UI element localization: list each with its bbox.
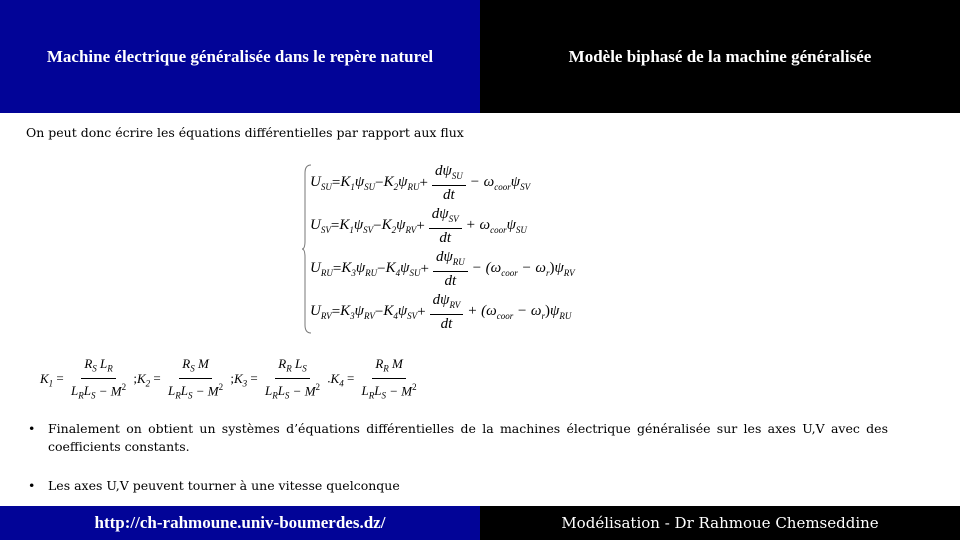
coef-term-sub: 4 — [393, 311, 398, 321]
coef-name-sub: 1 — [48, 378, 54, 389]
derivative-denominator — [439, 229, 451, 247]
lhs-term — [310, 303, 332, 321]
den-b — [180, 382, 193, 401]
flux-term-sub: SU — [515, 225, 527, 235]
flux-term-sub: RU — [452, 257, 465, 267]
coef-numerator — [81, 355, 115, 379]
flux-term-base: ψ — [506, 217, 516, 233]
rotation-operator: − ω — [469, 174, 495, 190]
footer-url-link[interactable]: http://ch-rahmoune.univ-boumerdes.dz/ — [94, 513, 386, 532]
den-b-base: L — [83, 382, 91, 398]
coef-name-base: K — [233, 370, 243, 386]
equals-sign: = — [332, 260, 342, 277]
rotation-sub: coor — [501, 268, 518, 278]
den-tail: − M — [386, 382, 413, 398]
coef-term — [382, 217, 397, 235]
derivative-numerator — [432, 162, 466, 186]
square-exponent: 2 — [121, 381, 127, 392]
derivative-fraction — [429, 205, 462, 247]
lhs-term-sub: RU — [320, 268, 333, 278]
equation-row — [310, 163, 530, 203]
coef-denominator — [265, 379, 320, 405]
num-a — [84, 356, 97, 374]
coef-name-base: K — [40, 370, 49, 386]
coef-numerator — [275, 355, 309, 379]
plus-sign: + — [420, 260, 429, 277]
den-a-sub: R — [272, 390, 278, 401]
flux-term-sub: RV — [449, 300, 461, 310]
coef-name-sub: 4 — [339, 378, 344, 389]
coef-name — [136, 370, 151, 389]
equals-sign: = — [330, 217, 340, 234]
coef-term-sub: 3 — [350, 311, 355, 321]
rotor-speed: − ω — [513, 303, 542, 319]
coef-separator: ; — [227, 370, 234, 386]
flux-term-base: ψ — [397, 303, 408, 319]
flux-term-sub: SU — [409, 268, 421, 278]
coef-term-sub: 1 — [349, 225, 354, 235]
num-b — [389, 356, 403, 371]
rotation-operator: + (ω — [467, 303, 497, 319]
num-b-base: M — [388, 356, 403, 371]
den-b — [277, 382, 290, 401]
coef-term-base: K — [340, 174, 351, 190]
flux-term-sub: RU — [559, 311, 572, 321]
dt-symbol: dt — [440, 316, 453, 332]
flux-term-base: ψ — [353, 217, 364, 233]
den-tail: − M — [95, 382, 122, 398]
equals-sign: = — [343, 370, 358, 386]
coef-term-sub: 2 — [393, 182, 399, 192]
num-a-sub: S — [190, 363, 195, 374]
flux-term-base: ψ — [439, 206, 449, 222]
num-a-sub: R — [286, 363, 292, 374]
rotation-term — [472, 260, 575, 278]
den-b — [374, 382, 387, 401]
derivative-numerator — [430, 291, 464, 315]
dt-symbol: dt — [443, 187, 455, 203]
rotation-operator: − (ω — [471, 260, 502, 276]
flux-term — [355, 174, 375, 192]
flux-term-sub: SV — [520, 182, 531, 192]
flux-term-sub: SU — [364, 182, 376, 192]
coef-denominator — [168, 379, 223, 405]
flux-term-base: ψ — [396, 217, 406, 233]
minus-sign: − — [377, 260, 386, 277]
lhs-term-sub: SU — [320, 182, 332, 192]
coef-term — [384, 174, 399, 192]
den-a — [167, 382, 181, 401]
coefficient-1 — [40, 355, 137, 405]
den-a-base: L — [361, 382, 369, 398]
coef-term — [339, 217, 354, 235]
close-paren: ) — [545, 303, 550, 319]
minus-sign: − — [373, 217, 382, 234]
flux-term — [507, 217, 527, 233]
flux-term — [511, 174, 530, 190]
flux-term-sub: SU — [451, 171, 463, 181]
lhs-term-sub: RV — [320, 311, 332, 321]
flux-term — [440, 292, 460, 308]
den-b-sub: S — [381, 390, 387, 401]
flux-term-sub: RV — [563, 268, 575, 278]
den-a-sub: R — [368, 390, 375, 401]
equals-sign: = — [150, 370, 164, 386]
derivative-fraction — [432, 162, 466, 204]
den-a-base: L — [71, 382, 79, 398]
rotation-term — [466, 217, 527, 235]
header-right-banner — [480, 0, 960, 113]
rotation-sub: coor — [496, 311, 514, 321]
derivative-denominator — [441, 315, 453, 333]
flux-term-sub: SV — [448, 214, 459, 224]
flux-term-base: ψ — [440, 292, 450, 308]
footer-left-banner — [0, 506, 480, 540]
rotor-speed-sub: r — [541, 311, 545, 321]
num-a-base: R — [84, 356, 93, 371]
den-b-sub: S — [284, 390, 290, 401]
coef-term-base: K — [383, 303, 394, 319]
bullet-dot: • — [28, 421, 36, 436]
den-tail: − M — [192, 382, 219, 398]
den-a-sub: R — [78, 390, 84, 401]
rotation-operator: + ω — [465, 217, 491, 233]
den-b-base: L — [180, 382, 188, 398]
derivative-fraction — [433, 248, 468, 290]
coefficient-definitions — [40, 355, 421, 405]
header-right-title: Modèle biphasé de la machine généralisée — [568, 46, 872, 66]
den-tail: − M — [289, 382, 316, 398]
flux-term-base: ψ — [442, 163, 452, 179]
lhs-term — [310, 260, 333, 278]
num-b-sub: S — [302, 363, 307, 374]
square-exponent: 2 — [315, 381, 321, 392]
coef-term-base: K — [339, 217, 350, 233]
den-a — [361, 382, 375, 401]
equation-system — [302, 163, 662, 335]
coefficient-2 — [137, 355, 234, 405]
coef-term-sub: 1 — [350, 182, 355, 192]
flux-term-sub: RU — [365, 268, 378, 278]
flux-term-sub: RU — [407, 182, 420, 192]
coef-name — [40, 370, 54, 389]
flux-term — [356, 260, 377, 278]
flux-term — [355, 303, 375, 321]
bullet-text: Finalement on obtient un systèmes d’équations différentielles de la machines électrique généralisée sur les axes U,V avec des coefficients constants. — [48, 421, 888, 454]
minus-sign: − — [374, 303, 384, 320]
den-b-sub: S — [187, 390, 193, 401]
num-b — [291, 356, 307, 374]
den-a-base: L — [167, 382, 176, 398]
flux-term-sub: SV — [407, 311, 418, 321]
coef-term-sub: 2 — [391, 225, 397, 235]
lhs-term-base: U — [310, 217, 321, 233]
equation-row — [310, 249, 575, 289]
flux-term-base: ψ — [354, 174, 365, 190]
flux-term — [398, 174, 419, 192]
den-a — [264, 382, 278, 401]
intro-text: On peut donc écrire les équations différentielles par rapport aux flux — [26, 125, 464, 140]
num-a-base: R — [182, 356, 191, 371]
derivative-numerator — [429, 205, 462, 229]
den-a-sub: R — [175, 390, 181, 401]
flux-term-base: ψ — [398, 174, 408, 190]
d-symbol: d — [435, 249, 444, 265]
close-paren: ) — [549, 260, 555, 276]
flux-term-base: ψ — [510, 174, 521, 190]
coef-term — [383, 303, 398, 321]
derivative-fraction — [430, 291, 464, 333]
num-b — [96, 356, 113, 374]
coef-term-sub: 4 — [395, 268, 401, 278]
lhs-term-base: U — [310, 174, 321, 190]
equals-sign: = — [53, 370, 68, 386]
plus-sign: + — [419, 174, 428, 191]
den-b-base: L — [374, 382, 382, 398]
coef-term-sub: 3 — [351, 268, 356, 278]
coef-denominator — [71, 379, 126, 405]
den-b-sub: S — [90, 390, 96, 401]
coef-fraction — [362, 355, 417, 405]
flux-term — [443, 249, 464, 265]
coef-term-base: K — [340, 303, 351, 319]
minus-sign: − — [375, 174, 384, 191]
coef-numerator — [372, 355, 406, 379]
lhs-term — [310, 217, 331, 235]
flux-term — [396, 217, 416, 235]
equals-sign: = — [331, 303, 341, 320]
plus-sign: + — [417, 303, 426, 320]
num-a-base: R — [278, 356, 287, 371]
derivative-denominator — [445, 272, 457, 290]
num-a-base: R — [375, 356, 384, 371]
coef-term — [386, 260, 401, 278]
num-b-sub: R — [107, 363, 113, 374]
flux-term — [398, 303, 417, 321]
num-a — [278, 356, 292, 374]
derivative-numerator — [433, 248, 468, 272]
coef-fraction — [265, 355, 320, 405]
flux-term-sub: SV — [363, 225, 374, 235]
bullet-text: Les axes U,V peuvent tourner à une vitesse quelconque — [48, 478, 400, 493]
coef-term-base: K — [385, 260, 396, 276]
num-b-base: L — [96, 356, 108, 371]
lhs-term-sub: SV — [320, 225, 331, 235]
flux-term-base: ψ — [400, 260, 410, 276]
coef-numerator — [179, 355, 212, 379]
d-symbol: d — [432, 292, 441, 308]
coef-name-sub: 2 — [145, 378, 151, 389]
d-symbol: d — [434, 163, 443, 179]
rotor-speed-sub: r — [545, 268, 550, 278]
rotor-speed: − ω — [517, 260, 546, 276]
flux-term — [400, 260, 420, 278]
coef-name-sub: 3 — [242, 378, 248, 389]
coef-name-base: K — [136, 370, 146, 386]
equation-row — [310, 206, 527, 246]
flux-term-base: ψ — [355, 260, 366, 276]
coefficient-3 — [234, 355, 331, 405]
lhs-term — [310, 174, 332, 192]
den-b — [83, 382, 96, 401]
flux-term-base: ψ — [550, 303, 560, 319]
flux-term-base: ψ — [554, 260, 564, 276]
flux-term — [354, 217, 373, 235]
coef-name — [330, 370, 344, 389]
dt-symbol: dt — [439, 230, 452, 246]
coef-fraction — [168, 355, 223, 405]
derivative-denominator — [443, 186, 455, 204]
rotation-sub: coor — [490, 225, 507, 235]
num-a-sub: R — [383, 363, 389, 374]
coef-name-base: K — [330, 370, 340, 386]
flux-term — [439, 206, 458, 222]
den-a — [71, 382, 84, 401]
num-a — [182, 356, 195, 374]
header-left-title: Machine électrique généralisée dans le repère naturel — [46, 46, 434, 66]
flux-term — [554, 260, 574, 276]
coef-separator: . — [324, 370, 331, 386]
flux-term-base: ψ — [443, 249, 453, 265]
flux-term-sub: RV — [405, 225, 417, 235]
coef-name — [233, 370, 248, 389]
coef-term-base: K — [341, 260, 352, 276]
dt-symbol: dt — [444, 273, 457, 289]
rotation-sub: coor — [494, 182, 511, 192]
square-exponent: 2 — [412, 381, 417, 392]
flux-term-sub: RV — [364, 311, 375, 321]
plus-sign: + — [416, 217, 425, 234]
coef-denominator — [362, 379, 417, 405]
coef-term-base: K — [381, 217, 392, 233]
coef-fraction — [71, 355, 126, 405]
coef-term — [341, 260, 356, 278]
flux-term — [550, 303, 571, 319]
num-b — [195, 356, 209, 371]
equation-row — [310, 292, 571, 332]
flux-term — [442, 163, 462, 179]
lhs-term-base: U — [310, 303, 321, 319]
footer-right-banner — [480, 506, 960, 540]
lhs-term-base: U — [310, 260, 321, 276]
den-b-base: L — [277, 382, 285, 398]
coef-separator: ; — [130, 370, 137, 386]
rotation-term — [470, 174, 530, 192]
num-b-base: L — [291, 356, 303, 371]
coef-term — [340, 174, 355, 192]
header-left-banner — [0, 0, 480, 113]
num-a-sub: S — [92, 363, 97, 374]
num-b-base: M — [194, 356, 209, 371]
coef-term — [340, 303, 355, 321]
rotation-term — [467, 303, 571, 321]
d-symbol: d — [431, 206, 440, 222]
flux-term-base: ψ — [354, 303, 364, 319]
bullet-dot: • — [28, 478, 36, 493]
coefficient-4 — [331, 355, 421, 405]
coef-term-base: K — [383, 174, 394, 190]
square-exponent: 2 — [218, 381, 224, 392]
footer-author: Modélisation - Dr Rahmoue Chemseddine — [561, 514, 879, 532]
equals-sign: = — [247, 370, 261, 386]
equals-sign: = — [331, 174, 341, 191]
den-a-base: L — [264, 382, 273, 398]
num-a — [375, 356, 389, 374]
